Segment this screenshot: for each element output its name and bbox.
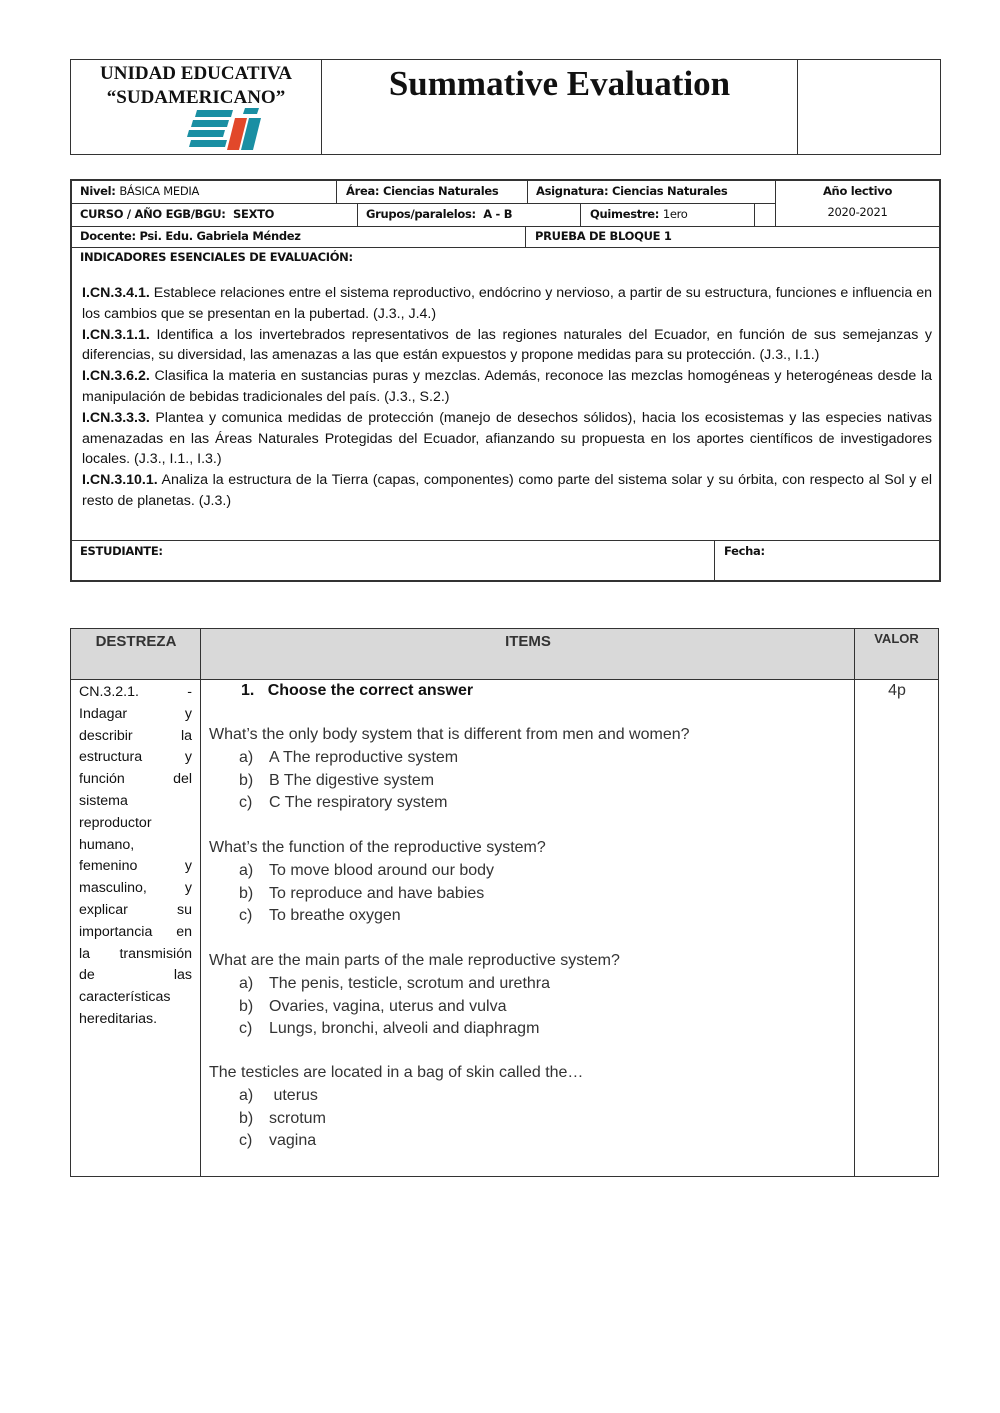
- col-items: ITEMS: [505, 633, 551, 650]
- valor-value: 4p: [888, 682, 906, 699]
- indicator-item: [82, 325, 932, 367]
- prueba-cell: PRUEBA DE BLOQUE 1: [535, 229, 672, 243]
- docente-cell: Docente: Psi. Edu. Gabriela Méndez: [80, 229, 301, 243]
- destreza-line: características: [79, 989, 171, 1006]
- estudiante-label: ESTUDIANTE:: [80, 544, 163, 558]
- destreza-line: explicar su: [79, 901, 192, 918]
- header-box: [70, 59, 941, 155]
- destreza-line: Indagar y: [79, 705, 192, 722]
- option-text: scrotum: [269, 1109, 326, 1127]
- items-table-header: [71, 629, 938, 680]
- option-letter: a): [239, 862, 254, 879]
- indicator-item: [82, 470, 932, 512]
- indicator-item: [82, 408, 932, 470]
- indicator-code: I.CN.3.4.1.: [82, 285, 150, 301]
- grupos-label: Grupos/paralelos:: [366, 207, 476, 221]
- question-text: What are the main parts of the male reproductive system?: [209, 952, 620, 969]
- destreza-line: función del: [79, 771, 192, 788]
- question-text: What’s the function of the reproductive system?: [209, 839, 546, 856]
- info-table: [70, 179, 941, 582]
- destreza-text: [79, 682, 192, 1031]
- col-destreza: DESTREZA: [95, 633, 177, 650]
- option-text: A The reproductive system: [269, 749, 459, 766]
- question-text: The testicles are located in a bag of skin called the…: [209, 1064, 584, 1081]
- indicator-item: [82, 283, 932, 325]
- destreza-line: humano,: [79, 836, 135, 853]
- option-text: B The digestive system: [269, 771, 435, 789]
- option-text: To move blood around our body: [269, 862, 495, 879]
- indicator-code: I.CN.3.6.2.: [82, 368, 150, 385]
- indicator-code: I.CN.3.3.3.: [82, 409, 150, 426]
- option-text: vagina: [269, 1132, 317, 1149]
- option-letter: b): [239, 997, 254, 1015]
- destreza-line: hereditarias.: [79, 1010, 158, 1027]
- indicator-text: Clasifica la materia en sustancias puras y mezclas. Además, reconoce las mezclas homogéneas y heterogéneas desde la manipulación de bebidas tradicionales del país. (J.3., S.2.): [82, 368, 932, 405]
- school-name-line1: UNIDAD EDUCATIVA: [100, 63, 292, 84]
- section-number: 1.: [241, 682, 255, 699]
- grupos-cell: [366, 207, 512, 221]
- option-text: To reproduce and have babies: [269, 884, 485, 902]
- indicator-code: I.CN.3.1.1.: [82, 326, 150, 343]
- option-letter: b): [239, 771, 254, 789]
- asignatura-label: Asignatura:: [536, 184, 609, 198]
- fecha-label: Fecha:: [724, 544, 765, 558]
- section-heading: [241, 682, 473, 700]
- quimestre-cell: [590, 207, 688, 221]
- indicator-text: Plantea y comunica medidas de protección (manejo de desechos sólidos), hacia los ecosistemas y las especies nativas amenazadas en las Áreas Naturales Protegidas del Ecuador, afianzando su propuesta en los aportes científicos de investigadores locales. (J.3., I.1., I.3.): [82, 409, 932, 468]
- school-logo-icon: [187, 108, 263, 152]
- destreza-line: describir la: [79, 727, 192, 744]
- indicator-text: Establece relaciones entre el sistema reproductivo, endócrino y nervioso, a partir de su estructura, funciones e influencia en los cambios que se presentan en la pubertad. (J.3., J.4.): [82, 285, 932, 322]
- items-table: [70, 628, 939, 1177]
- area-cell: [346, 184, 498, 198]
- destreza-line: CN.3.2.1. -: [79, 684, 192, 700]
- destreza-line: importancia en: [79, 923, 192, 940]
- indicator-text: Identifica a los invertebrados representativos de las regiones naturales del Ecuador, en función de sus semejanzas y diferencias, su diversidad, las amenazas a las que están expuestos y propone medidas para su protección. (J.3., I.1.): [82, 326, 932, 364]
- title-cell: [322, 60, 798, 154]
- option-letter: c): [239, 794, 253, 811]
- school-cell: [71, 60, 322, 154]
- area-value: Ciencias Naturales: [382, 184, 499, 198]
- destreza-line: la transmisión: [79, 945, 192, 962]
- option-text: Ovaries, vagina, uterus and vulva: [269, 997, 507, 1015]
- nivel-cell: [80, 184, 199, 198]
- option-letter: c): [239, 1020, 253, 1037]
- destreza-line: masculino, y: [79, 880, 192, 897]
- destreza-line: femenino y: [79, 858, 192, 875]
- asignatura-cell: [536, 184, 727, 198]
- option-text: To breathe oxygen: [269, 907, 401, 924]
- indicators-list: [82, 283, 932, 512]
- question-text: What’s the only body system that is different from men and women?: [209, 726, 690, 743]
- section-title: Choose the correct answer: [267, 682, 474, 699]
- indicator-item: [82, 366, 932, 408]
- destreza-line: reproductor: [79, 814, 152, 831]
- destreza-line: sistema: [79, 792, 128, 809]
- grupos-value: A - B: [483, 207, 513, 221]
- quimestre-label: Quimestre:: [590, 207, 660, 221]
- asignatura-value: Ciencias Naturales: [612, 184, 728, 198]
- option-text: C The respiratory system: [269, 794, 448, 811]
- nivel-value: BÁSICA MEDIA: [119, 184, 200, 198]
- option-letter: a): [239, 975, 254, 992]
- area-label: Área:: [346, 184, 380, 198]
- indicator-code: I.CN.3.10.1.: [82, 472, 158, 489]
- option-text: The penis, testicle, scrotum and urethra: [269, 975, 551, 992]
- anio-label: Año lectivo: [822, 184, 893, 198]
- destreza-line: estructura y: [79, 749, 192, 766]
- school-name-line2: “SUDAMERICANO”: [106, 87, 286, 108]
- option-letter: b): [239, 1109, 254, 1127]
- indicadores-title: INDICADORES ESENCIALES DE EVALUACIÓN:: [80, 250, 353, 264]
- curso-label: CURSO / AÑO EGB/BGU:: [80, 207, 226, 221]
- option-letter: c): [239, 1132, 253, 1149]
- option-letter: a): [239, 749, 254, 766]
- option-letter: a): [239, 1087, 254, 1104]
- destreza-line: de las: [79, 967, 192, 984]
- curso-cell: [80, 207, 274, 221]
- page-title: Summative Evaluation: [388, 64, 731, 103]
- quimestre-value: 1ero: [662, 207, 688, 221]
- nivel-label: Nivel:: [80, 184, 116, 198]
- option-text: uterus: [269, 1087, 318, 1104]
- curso-value: SEXTO: [233, 207, 275, 221]
- option-text: Lungs, bronchi, alveoli and diaphragm: [269, 1020, 540, 1037]
- col-valor: VALOR: [874, 631, 919, 646]
- indicator-text: Analiza la estructura de la Tierra (capas, componentes) como parte del sistema solar y su órbita, con respecto al Sol y el resto de planetas. (J.3.): [82, 472, 932, 509]
- option-letter: c): [239, 907, 253, 924]
- anio-value: 2020-2021: [827, 205, 888, 219]
- option-letter: b): [239, 884, 254, 902]
